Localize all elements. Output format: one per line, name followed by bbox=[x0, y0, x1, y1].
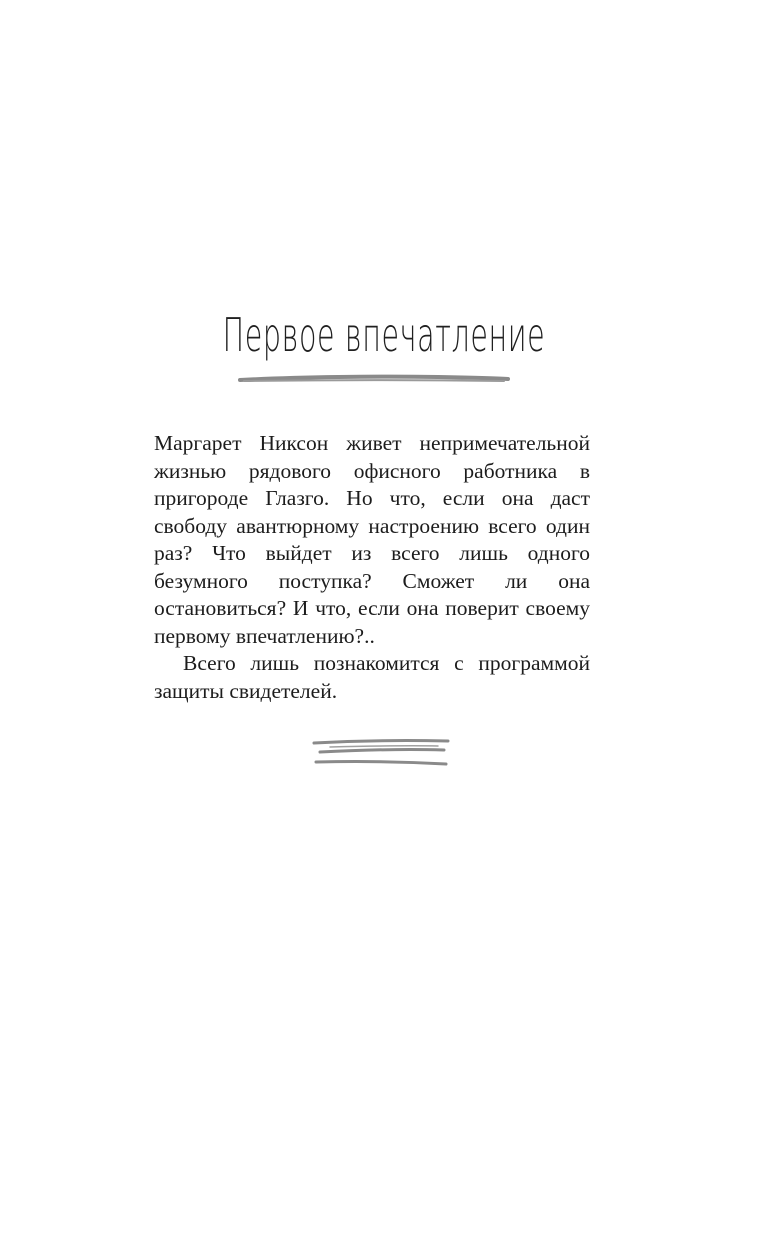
title-brush-underline bbox=[238, 372, 510, 388]
brush-stroke-ornament bbox=[310, 736, 452, 770]
annotation-paragraph-2: Всего лишь познакомится с программой защиты свидетелей. bbox=[154, 651, 590, 703]
annotation-text bbox=[154, 430, 590, 705]
annotation-paragraph-1: Маргарет Никсон живет непримечательной жизнью рядового офисного работника в пригороде Глазго. Но что, если она даст свободу авантюрному настроению всего один раз? Что выйдет из всего лишь одного безумного поступка? Сможет ли она остановиться? И что, если она поверит своему первому впечатлению?.. bbox=[154, 431, 590, 648]
chapter-title: Первое впечатление bbox=[222, 308, 546, 362]
